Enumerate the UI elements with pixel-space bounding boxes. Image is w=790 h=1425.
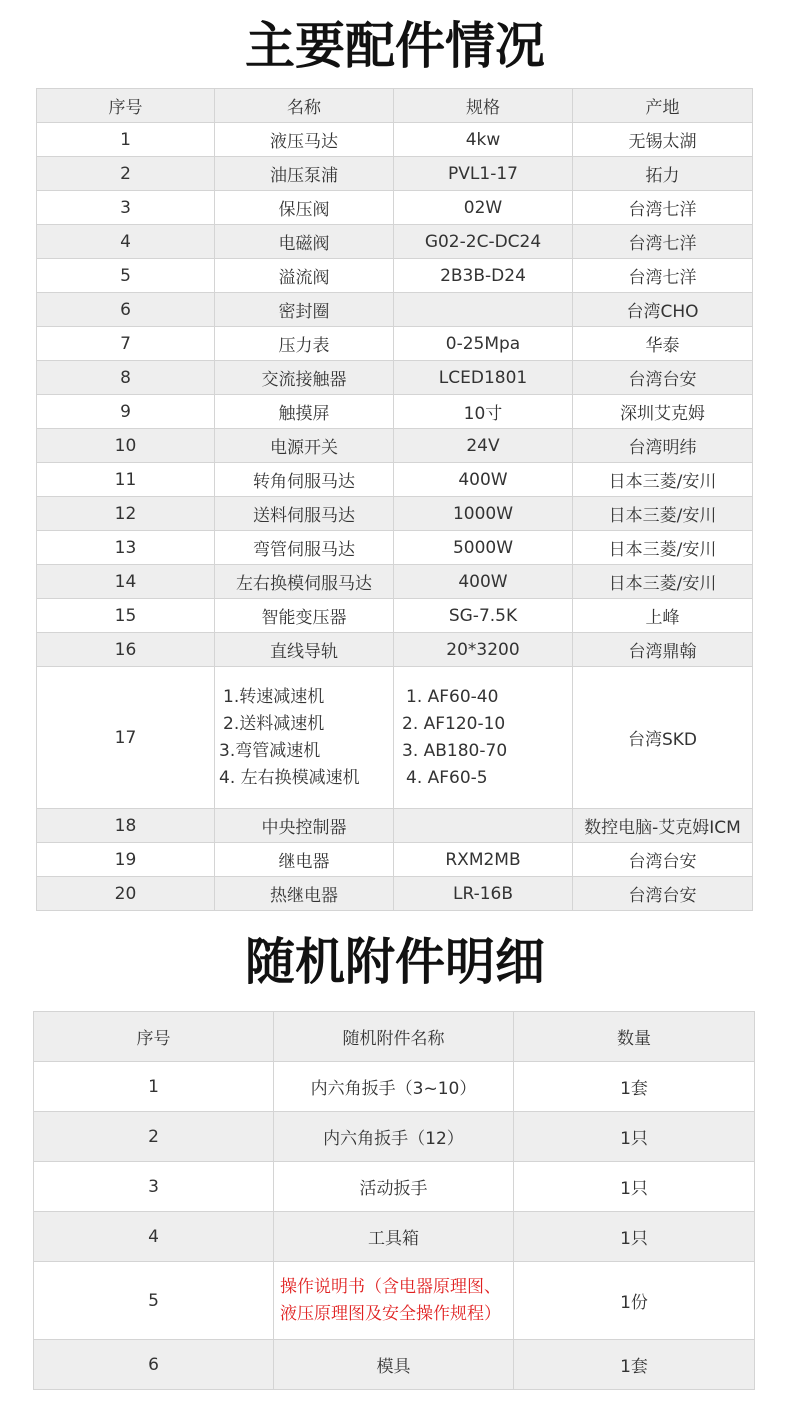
- part-name: 直线导轨: [215, 633, 394, 667]
- part-spec: 2B3B-D24: [394, 259, 573, 293]
- row-number: 1: [37, 123, 215, 157]
- part-spec: 5000W: [394, 531, 573, 565]
- part-name: 触摸屏: [215, 395, 394, 429]
- part-name: 左右换模伺服马达: [215, 565, 394, 599]
- part-spec: 400W: [394, 463, 573, 497]
- table-row: [37, 809, 753, 843]
- row-number: 20: [37, 877, 215, 911]
- header-name: 名称: [215, 89, 394, 123]
- part-name: 送料伺服马达: [215, 497, 394, 531]
- part-spec: LR-16B: [394, 877, 573, 911]
- row-number: 6: [34, 1340, 274, 1390]
- part-origin: 拓力: [573, 157, 753, 191]
- table-row: [37, 395, 753, 429]
- header-spec: 规格: [394, 89, 573, 123]
- row-number: 9: [37, 395, 215, 429]
- table-row: [37, 259, 753, 293]
- table-row: [37, 157, 753, 191]
- part-spec: RXM2MB: [394, 843, 573, 877]
- row-number: 17: [37, 667, 215, 809]
- row-number: 12: [37, 497, 215, 531]
- table-row: [37, 429, 753, 463]
- accessory-quantity: 1套: [514, 1062, 755, 1112]
- row-number: 6: [37, 293, 215, 327]
- part-name: 继电器: [215, 843, 394, 877]
- row-number: 10: [37, 429, 215, 463]
- part-origin: 深圳艾克姆: [573, 395, 753, 429]
- reducer-spec: 4. AF60-5: [406, 767, 488, 788]
- header-accessory-name: 随机附件名称: [274, 1012, 514, 1062]
- row-number: 8: [37, 361, 215, 395]
- accessory-name: [274, 1262, 514, 1340]
- table-row: [37, 667, 753, 809]
- table-row: [37, 463, 753, 497]
- row-number: 5: [34, 1262, 274, 1340]
- part-name: 弯管伺服马达: [215, 531, 394, 565]
- table-row: [34, 1162, 755, 1212]
- accessory-quantity: 1只: [514, 1212, 755, 1262]
- part-origin: 台湾台安: [573, 843, 753, 877]
- part-spec: 10寸: [394, 395, 573, 429]
- table-row: [37, 293, 753, 327]
- accessory-quantity: 1只: [514, 1112, 755, 1162]
- parts-header-row: [37, 89, 753, 123]
- part-spec: 0-25Mpa: [394, 327, 573, 361]
- part-origin: 台湾台安: [573, 877, 753, 911]
- part-spec: G02-2C-DC24: [394, 225, 573, 259]
- reducer-name: 4. 左右换模减速机: [219, 767, 360, 788]
- accessory-quantity: 1只: [514, 1162, 755, 1212]
- table-row: [34, 1340, 755, 1390]
- part-origin: 台湾CHO: [573, 293, 753, 327]
- row-number: 7: [37, 327, 215, 361]
- row-number: 4: [37, 225, 215, 259]
- table-row: [37, 327, 753, 361]
- header-no: 序号: [34, 1012, 274, 1062]
- parts-table: [36, 88, 753, 911]
- part-origin: 日本三菱/安川: [573, 531, 753, 565]
- part-origin: 数控电脑-艾克姆ICM: [573, 809, 753, 843]
- part-name: 油压泵浦: [215, 157, 394, 191]
- part-name: 溢流阀: [215, 259, 394, 293]
- accessory-name: 内六角扳手（12）: [274, 1112, 514, 1162]
- row-number: 19: [37, 843, 215, 877]
- part-name: 中央控制器: [215, 809, 394, 843]
- row-number: 14: [37, 565, 215, 599]
- reducer-spec: 2. AF120-10: [402, 713, 506, 734]
- accessories-header-row: [34, 1012, 755, 1062]
- part-spec: 20*3200: [394, 633, 573, 667]
- part-name: 电源开关: [215, 429, 394, 463]
- table-row: [37, 497, 753, 531]
- row-number: 3: [34, 1162, 274, 1212]
- part-origin: 台湾台安: [573, 361, 753, 395]
- part-origin: 上峰: [573, 599, 753, 633]
- row-number: 18: [37, 809, 215, 843]
- table-row: [37, 123, 753, 157]
- part-origin: 日本三菱/安川: [573, 463, 753, 497]
- part-name-list: [215, 667, 394, 809]
- part-spec: 24V: [394, 429, 573, 463]
- accessories-table: [33, 1011, 755, 1390]
- part-origin: 台湾七洋: [573, 259, 753, 293]
- part-name: 热继电器: [215, 877, 394, 911]
- accessory-name: 活动扳手: [274, 1162, 514, 1212]
- part-spec: [394, 809, 573, 843]
- part-origin: 日本三菱/安川: [573, 565, 753, 599]
- reducer-name: 3.弯管减速机: [219, 740, 321, 761]
- table-row: [34, 1112, 755, 1162]
- row-number: 13: [37, 531, 215, 565]
- reducer-name: 1.转速减速机: [223, 686, 325, 707]
- part-origin: 台湾SKD: [573, 667, 753, 809]
- part-origin: 华泰: [573, 327, 753, 361]
- part-origin: 台湾七洋: [573, 225, 753, 259]
- header-quantity: 数量: [514, 1012, 755, 1062]
- table-row: [34, 1262, 755, 1340]
- row-number: 1: [34, 1062, 274, 1112]
- table-row: [37, 633, 753, 667]
- row-number: 16: [37, 633, 215, 667]
- reducer-spec: 3. AB180-70: [402, 740, 508, 761]
- table-row: [37, 599, 753, 633]
- row-number: 2: [37, 157, 215, 191]
- accessory-name-text: 操作说明书（含电器原理图、液压原理图及安全操作规程）: [280, 1276, 501, 1324]
- part-origin: 台湾七洋: [573, 191, 753, 225]
- accessory-name: 内六角扳手（3~10）: [274, 1062, 514, 1112]
- table-row: [37, 191, 753, 225]
- part-name: 密封圈: [215, 293, 394, 327]
- part-origin: 无锡太湖: [573, 123, 753, 157]
- table-row: [37, 843, 753, 877]
- part-name: 转角伺服马达: [215, 463, 394, 497]
- accessory-name: 工具箱: [274, 1212, 514, 1262]
- row-number: 2: [34, 1112, 274, 1162]
- header-origin: 产地: [573, 89, 753, 123]
- row-number: 5: [37, 259, 215, 293]
- part-name: 智能变压器: [215, 599, 394, 633]
- table-row: [37, 225, 753, 259]
- row-number: 15: [37, 599, 215, 633]
- part-name: 交流接触器: [215, 361, 394, 395]
- header-no: 序号: [37, 89, 215, 123]
- part-name: 电磁阀: [215, 225, 394, 259]
- part-spec: 02W: [394, 191, 573, 225]
- table-row: [34, 1062, 755, 1112]
- part-origin: 日本三菱/安川: [573, 497, 753, 531]
- part-spec: LCED1801: [394, 361, 573, 395]
- table-row: [37, 531, 753, 565]
- part-spec: 1000W: [394, 497, 573, 531]
- part-spec: [394, 293, 573, 327]
- table-row: [37, 877, 753, 911]
- accessories-title: 随机附件明细: [245, 933, 545, 991]
- row-number: 11: [37, 463, 215, 497]
- part-spec: 4kw: [394, 123, 573, 157]
- part-origin: 台湾明纬: [573, 429, 753, 463]
- reducer-name: 2.送料减速机: [223, 713, 325, 734]
- row-number: 4: [34, 1212, 274, 1262]
- accessory-name: 模具: [274, 1340, 514, 1390]
- part-spec: 400W: [394, 565, 573, 599]
- part-spec: SG-7.5K: [394, 599, 573, 633]
- part-name: 压力表: [215, 327, 394, 361]
- parts-title: 主要配件情况: [245, 17, 545, 75]
- part-spec: PVL1-17: [394, 157, 573, 191]
- accessory-quantity: 1份: [514, 1262, 755, 1340]
- part-spec-list: [394, 667, 573, 809]
- row-number: 3: [37, 191, 215, 225]
- part-name: 液压马达: [215, 123, 394, 157]
- part-origin: 台湾鼎翰: [573, 633, 753, 667]
- reducer-spec: 1. AF60-40: [406, 686, 499, 707]
- table-row: [34, 1212, 755, 1262]
- table-row: [37, 565, 753, 599]
- accessory-quantity: 1套: [514, 1340, 755, 1390]
- table-row: [37, 361, 753, 395]
- part-name: 保压阀: [215, 191, 394, 225]
